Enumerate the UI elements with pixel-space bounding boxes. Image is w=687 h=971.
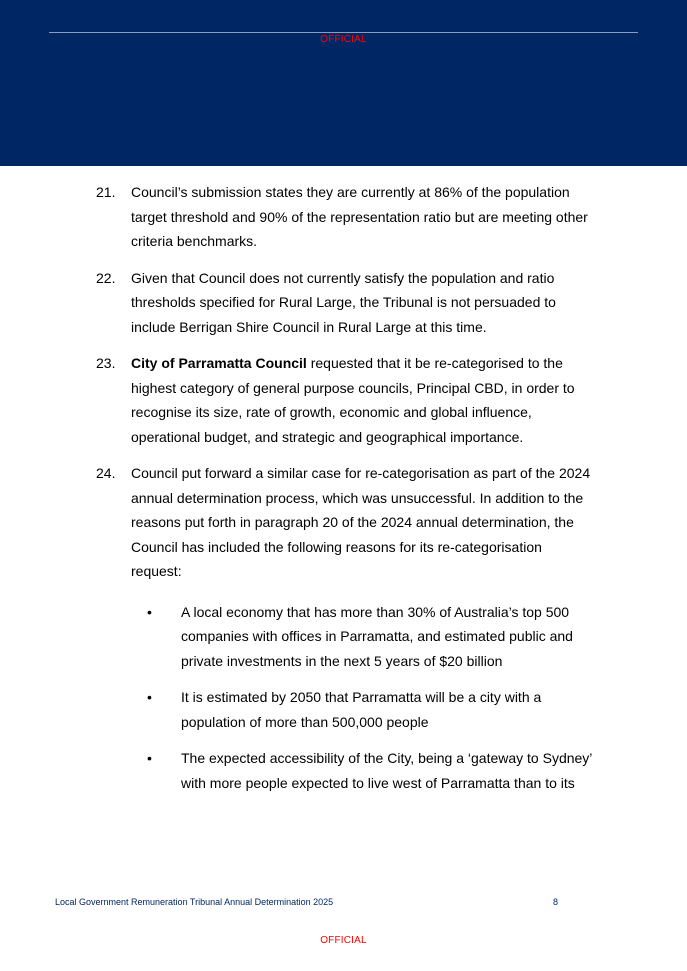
- document-body: [96, 180, 596, 807]
- classification-marker-bottom: OFFICIAL: [320, 935, 367, 946]
- list-item: [131, 746, 596, 795]
- list-item-text: The expected accessibility of the City, being a ‘gateway to Sydney’ with more people expected to live west of Parramatta than to its: [181, 750, 592, 791]
- bullet-icon: •: [147, 603, 152, 620]
- bullet-icon: •: [147, 689, 152, 705]
- council-name: City of Parramatta Council: [131, 355, 307, 371]
- paragraph-number: 22.: [96, 269, 116, 286]
- list-item: [131, 685, 596, 734]
- paragraph-number: 24.: [96, 465, 116, 481]
- header-rule: [49, 32, 638, 33]
- paragraph-number: 21.: [96, 184, 116, 200]
- footer-title: Local Government Remuneration Tribunal Annual Determination 2025: [55, 897, 334, 907]
- list-item-text: It is estimated by 2050 that Parramatta will be a city with a population of more than 500,000 people: [181, 689, 542, 730]
- paragraph-text: requested that it be re-categorised to the highest category of general purpose councils, Principal CBD, in order to recognise its size, rate of growth, economic and global influence, operational budget, and strategic and geographical importance.: [131, 355, 575, 445]
- paragraph-23: [96, 351, 596, 449]
- list-item-text: A local economy that has more than 30% of Australia’s top 500 companies with offices in Parramatta, and estimated public and private investments in the next 5 years of $20 billion: [181, 603, 573, 669]
- bullet-icon: •: [147, 750, 152, 766]
- paragraph-24: [96, 461, 596, 795]
- header-band: [0, 0, 687, 166]
- paragraph-text: Council put forward a similar case for re-categorisation as part of the 2024 annual determination process, which was unsuccessful. In addition to the reasons put forth in paragraph 20 of the 2024 annual determination, the Council has included the following reasons for its re-categorisation request:: [131, 465, 591, 579]
- classification-marker-top: OFFICIAL: [320, 34, 367, 45]
- reasons-list: [131, 600, 596, 796]
- page-number: 8: [553, 897, 559, 907]
- paragraph-number: 23.: [96, 355, 116, 371]
- paragraph-22: [96, 266, 596, 340]
- list-item: [131, 600, 596, 674]
- paragraph-text: Given that Council does not currently satisfy the population and ratio thresholds specified for Rural Large, the Tribunal is not persuaded to include Berrigan Shire Council in Rural Large at this time.: [131, 269, 556, 335]
- paragraph-21: [96, 180, 596, 254]
- paragraph-text: Council’s submission states they are currently at 86% of the population target threshold and 90% of the representation ratio but are meeting other criteria benchmarks.: [131, 184, 588, 249]
